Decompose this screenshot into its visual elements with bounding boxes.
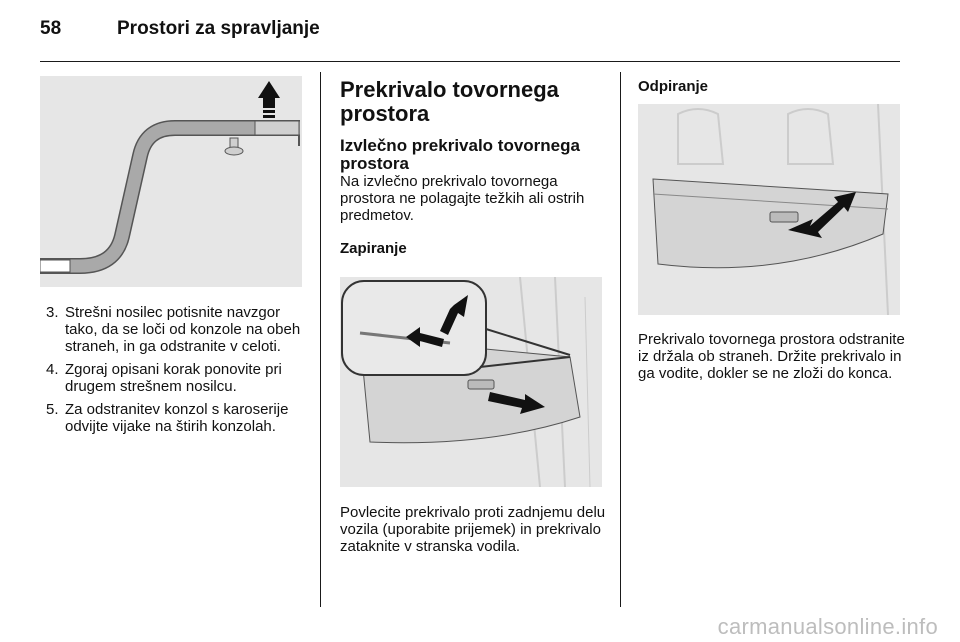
column-divider-2 — [620, 72, 621, 607]
section-heading: Prekrivalo tovornega prostora — [340, 77, 559, 126]
right-column-heading — [638, 78, 906, 95]
watermark: carmanualsonline.info — [717, 614, 938, 639]
closing-text: Povlecite prekrivalo proti zadnjemu delu vozila (uporabite prijemek) in prekrivalo zataknite v stranska vodila. — [340, 504, 606, 555]
left-column-text — [40, 304, 308, 441]
closing-illustration — [340, 277, 602, 487]
closing-heading: Zapiranje — [340, 240, 407, 257]
page-title: Prostori za spravljanje — [117, 18, 320, 39]
roof-rack-illustration — [40, 76, 302, 287]
column-divider-1 — [320, 72, 321, 607]
list-item: 5. Za odstranitev konzol s karoserije odvijte vijake na štirih konzolah. — [46, 401, 289, 435]
closing-text-block — [340, 504, 608, 555]
opening-drawing — [638, 104, 900, 315]
opening-text-block — [638, 331, 906, 382]
closing-drawing — [340, 277, 602, 487]
page-number: 58 — [40, 18, 62, 39]
opening-text: Prekrivalo tovornega prostora odstranite iz držala ob straneh. Držite prekrivalo in ga vodite, dokler se ne zloži do konca. — [638, 331, 905, 382]
list-item: 3. Strešni nosilec potisnite navzgor tako, da se loči od konzole na obeh straneh, in ga odstranite v celoti. — [46, 304, 301, 355]
header-rule — [40, 61, 900, 62]
opening-heading: Odpiranje — [638, 78, 709, 95]
middle-column-text — [340, 78, 608, 257]
roof-rack-drawing — [40, 76, 302, 287]
opening-illustration — [638, 104, 900, 315]
list-item: 4. Zgoraj opisani korak ponovite pri drugem strešnem nosilcu. — [46, 361, 282, 395]
subsection-heading: Izvlečno prekrivalo tovornega prostora — [340, 136, 580, 173]
intro-text: Na izvlečno prekrivalo tovornega prostora ne polagajte težkih ali ostrih predmetov. — [340, 173, 585, 224]
removal-steps — [40, 304, 308, 435]
